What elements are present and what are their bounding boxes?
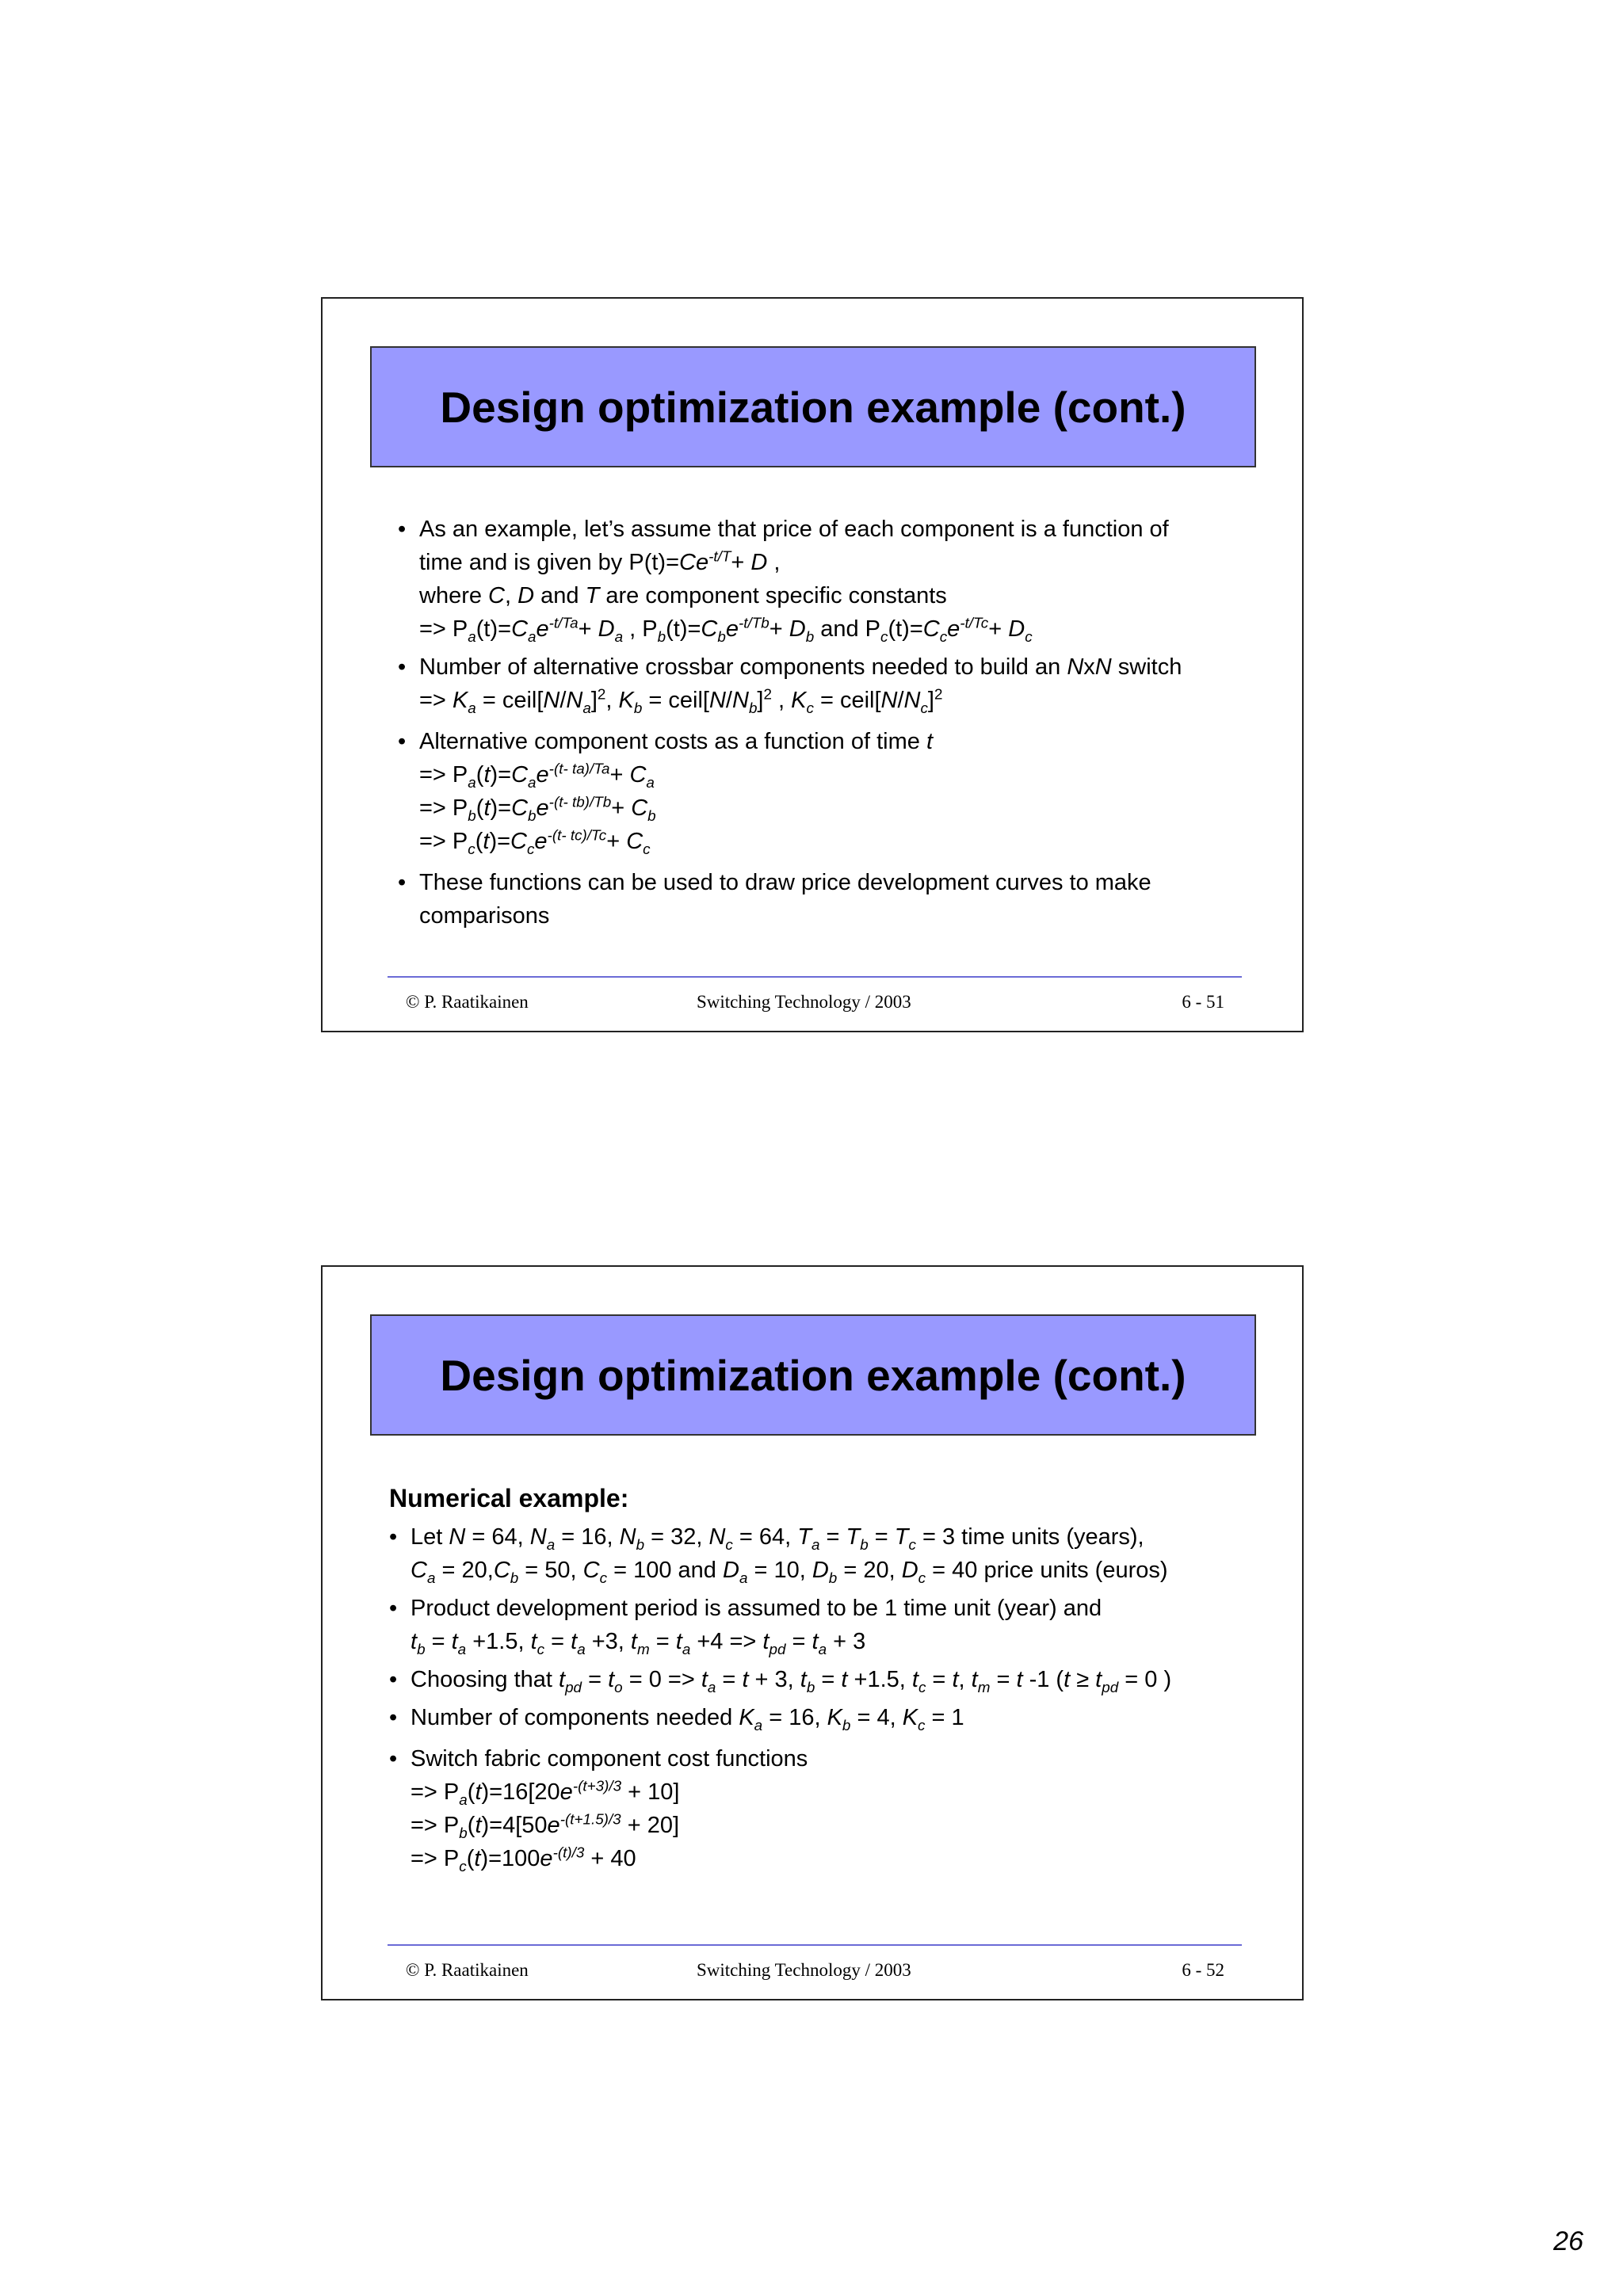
slide-title-box <box>370 1314 1256 1436</box>
slide-6-52 <box>321 1265 1304 2000</box>
footer-divider <box>388 976 1242 978</box>
text-line: • Number of components needed $K_a = 16$, $K_b = 4$, $K_c = 1$ <box>411 1705 964 1733</box>
formula-line: => $P_b(t)=4[50e^{-(t+1.5)/3} + 20]$ <box>411 1810 680 1841</box>
formula-line: => $P_a(t)=C_ae^{-(t- ta)/Ta}+ C_a$ <box>419 760 655 791</box>
bullet-choosing-tpd <box>389 1663 1270 1696</box>
section-heading: Numerical example: <box>389 1484 629 1512</box>
text-line: • As an example, let’s assume that price of each component is a function of <box>419 517 1169 542</box>
bullet-cost-functions <box>389 1742 1270 1875</box>
bullet-price-function <box>398 513 1254 646</box>
bullet-crossbar-count <box>398 650 1254 717</box>
text-line: comparisons <box>419 903 550 929</box>
footer-slide-number: 6 - 52 <box>1182 1960 1224 1980</box>
footer-author: © P. Raatikainen <box>406 992 529 1012</box>
footer-course: Switching Technology / 2003 <box>697 992 911 1012</box>
slide-title-box <box>370 346 1256 467</box>
bullet-price-curves <box>398 866 1254 933</box>
bullet-development-period <box>389 1592 1270 1658</box>
text-line: => $P_a(t)=C_ae^{-t/Ta}+ D_a$ , $P_b(t)=C_be^{-t/Tb}+ D_b$ and $P_c(t)=C_ce^{-t/Tc}+ D_c$ <box>419 614 1033 645</box>
slide-body <box>389 1481 1270 1875</box>
formula-line: => $P_c(t)=100e^{-(t)/3} + 40$ <box>411 1844 636 1875</box>
footer-course: Switching Technology / 2003 <box>697 1960 911 1980</box>
slide-6-51 <box>321 297 1304 1032</box>
text-line: time and is given by $P(t)=Ce^{-t/T}+ D$ , <box>419 547 781 575</box>
footer-author: © P. Raatikainen <box>406 1960 529 1980</box>
footer-divider <box>388 1944 1242 1946</box>
slide-title: Design optimization example (cont.) <box>440 382 1186 432</box>
bullet-parameters <box>389 1520 1270 1587</box>
slide-title: Design optimization example (cont.) <box>440 1350 1186 1400</box>
page-number: 26 <box>1553 2226 1583 2256</box>
text-line: • Number of alternative crossbar components needed to build an NxN switch <box>419 654 1182 680</box>
text-line: • Switch fabric component cost functions <box>411 1746 808 1772</box>
text-line: • Product development period is assumed to be 1 time unit (year) and <box>411 1596 1102 1621</box>
text-line: => $K_a$ = $ceil[N/N_a]^2$, $K_b$ = $ceil[N/N_b]^2$ , $K_c$ = $ceil[N/N_c]^2$ <box>419 685 943 716</box>
formula-line: => $P_a(t)=16[20e^{-(t+3)/3} + 10]$ <box>411 1777 680 1808</box>
formula-line: => $P_c(t)=C_ce^{-(t- tc)/Tc}+ C_c$ <box>419 826 651 857</box>
footer-slide-number: 6 - 51 <box>1182 992 1224 1012</box>
formula-line: => $P_b(t)=C_be^{-(t- tb)/Tb}+ C_b$ <box>419 793 656 824</box>
bullet-components-needed <box>389 1701 1270 1734</box>
text-line: • Let N = 64, $N_a = 16$, $N_b = 32$, $N_c = 64$, $T_a = T_b = T_c = 3$ time units (years), <box>411 1524 1144 1553</box>
text-line: • Alternative component costs as a function of time t <box>419 729 934 754</box>
text-line: $t_b = t_a +1.5$, $t_c = t_a +3$, $t_m = t_a +4 => t_{pd} = t_a + 3$ <box>411 1629 866 1657</box>
text-line: • These functions can be used to draw price development curves to make <box>419 870 1151 895</box>
text-line: $C_a = 20,C_b = 50$, $C_c = 100$ and $D_a = 10$, $D_b = 20$, $D_c = 40$ price units (euros) <box>411 1558 1168 1586</box>
text-line: • Choosing that $t_{pd} = t_o = 0 => t_a = t + 3$, $t_b = t +1.5$, $t_c = t$, $t_m = t$ -1 ($t \ge t_{pd} = 0$ ) <box>411 1667 1172 1695</box>
text-line: where C, D and T are component specific constants <box>419 583 947 608</box>
slide-body <box>398 513 1254 933</box>
bullet-alternative-costs <box>398 725 1254 858</box>
